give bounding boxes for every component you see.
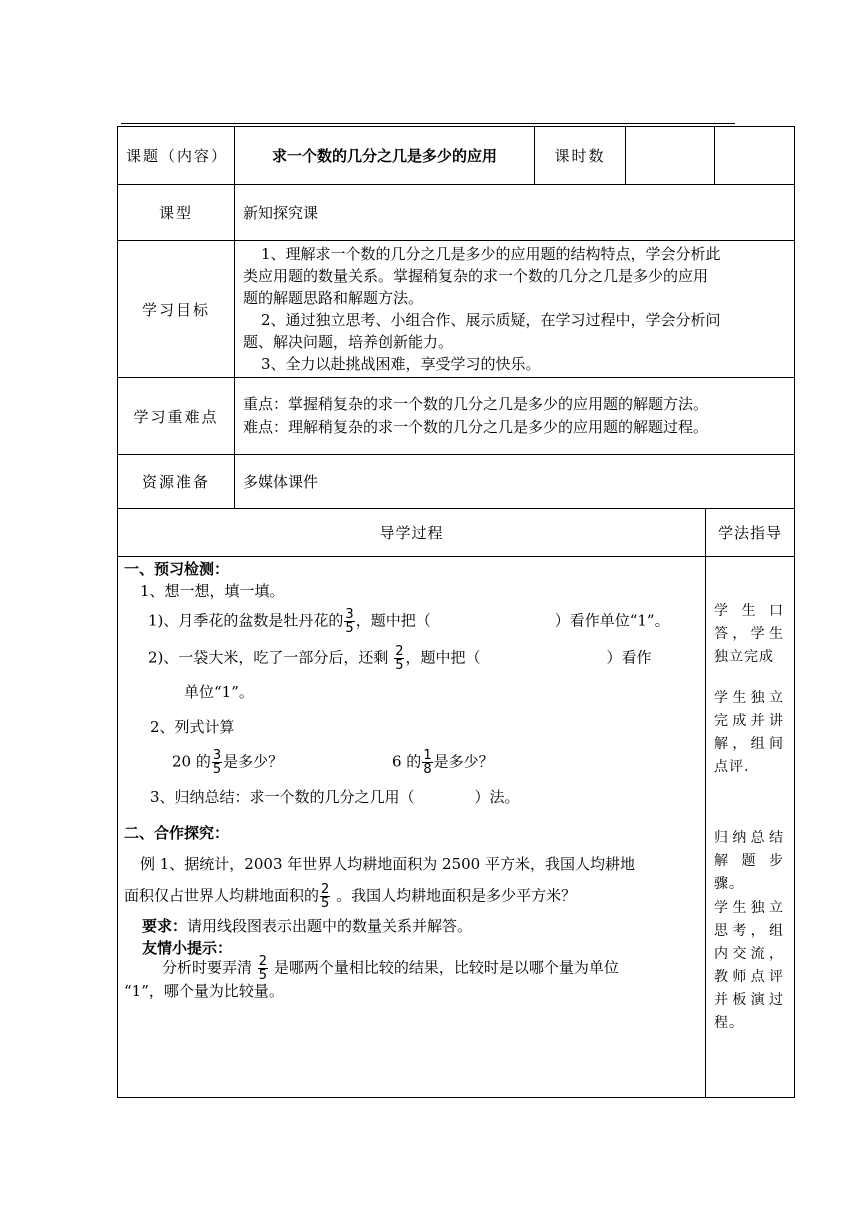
calc-2: 6 的 $\frac{1}{8}$ 是多少？ — [392, 748, 494, 777]
key-points-label: 学习重难点 — [118, 378, 235, 455]
requirement: 要求：请用线段图表示出题中的数量关系并解答。 — [142, 917, 473, 935]
example-line-2: 面积仅占世界人均耕地面积的 $\frac{2}{5}$ 。我国人均耕地面积是多少平方米？ — [124, 882, 577, 911]
fraction-2-5: $\frac{2}{5}$ — [395, 644, 404, 673]
process-header: 导学过程 — [118, 509, 706, 557]
guide-note: 归纳总结解 题 步骤。 — [714, 830, 784, 892]
resource-value: 多媒体课件 — [235, 455, 795, 509]
question-3: 3、归纳总结：求一个数的几分之几用（ ）法。 — [150, 788, 520, 806]
goal-line: 题的解题思路和解题方法。 — [243, 289, 424, 307]
section-title-explore: 二、合作探究： — [124, 824, 230, 842]
key-point: 难点：理解稍复杂的求一个数的几分之几是多少的应用题的解题过程。 — [243, 418, 709, 436]
guide-note: 学生独立完成并讲解，组间点评. — [714, 690, 784, 775]
question-2: 2、列式计算 — [150, 718, 235, 736]
q1-2-text-c: ）看作 — [606, 648, 652, 667]
fraction-2-5: $\frac{2}{5}$ — [321, 882, 330, 911]
goal-line: 1、理解求一个数的几分之几是多少的应用题的结构特点，学会分析此 — [261, 245, 721, 263]
guide-note: 学 生 口答，学生独立完成 — [714, 603, 784, 665]
section-title-preview: 一、预习检测： — [124, 560, 230, 578]
goal-line: 题、解决问题，培养创新能力。 — [243, 333, 454, 351]
goal-line: 类应用题的数量关系。掌握稍复杂的求一个数的几分之几是多少的应用 — [243, 267, 709, 285]
question-1-1 — [148, 608, 670, 635]
example-line-1: 例 1、据统计，2003 年世界人均耕地面积为 2500 平方米，我国人均耕地 — [140, 855, 635, 873]
guide-header: 学法指导 — [706, 509, 795, 557]
goals-label: 学习目标 — [118, 241, 235, 378]
fraction-3-5: $\frac{3}{5}$ — [345, 607, 354, 636]
type-value: 新知探究课 — [235, 185, 795, 241]
hours-value — [626, 127, 715, 185]
type-label: 课型 — [118, 185, 235, 241]
goal-line: 3、全力以赴挑战困难，享受学习的快乐。 — [261, 355, 541, 373]
key-points-content — [235, 378, 795, 455]
question-1: 1、想一想，填一填。 — [140, 582, 285, 600]
question-1-2-cont: 单位“1”。 — [184, 683, 254, 701]
calc-1: 20 的 $\frac{3}{5}$ 是多少？ — [172, 748, 284, 777]
header-rule — [121, 123, 735, 124]
goal-line: 2、通过独立思考、小组合作、展示质疑，在学习过程中，学会分析问 — [261, 311, 721, 329]
hours-label: 课时数 — [535, 127, 626, 185]
tip-line-2: “1”，哪个量为比较量。 — [124, 982, 284, 1000]
q1-1-text-b: ，题中把（ — [355, 611, 431, 630]
guide-note: 学生独立思考，组内交流，教师点评并板演过程。 — [714, 900, 784, 1031]
guided-learning-table — [117, 508, 795, 1098]
key-point: 重点：掌握稍复杂的求一个数的几分之几是多少的应用题的解题方法。 — [243, 395, 709, 413]
tip-line-1: 分析时要弄清 $\frac{2}{5}$ 是哪两个量相比较的结果，比较时是以哪个量为单位 — [162, 954, 619, 983]
fraction-1-8: $\frac{1}{8}$ — [423, 748, 432, 777]
topic-label: 课题（内容） — [118, 127, 235, 185]
hours-extra — [715, 127, 795, 185]
q1-2-text: 2)、一袋大米，吃了一部分后，还剩 — [148, 648, 389, 667]
process-content — [118, 557, 706, 1098]
q1-1-text-c: ）看作单位“1”。 — [554, 611, 670, 630]
question-1-2 — [148, 645, 652, 672]
lesson-meta-table — [117, 126, 795, 509]
q1-1-text: 1)、月季花的盆数是牡丹花的 — [148, 611, 344, 630]
q1-2-text-b: ，题中把（ — [405, 648, 481, 667]
guide-content — [706, 557, 795, 1098]
fraction-3-5: $\frac{3}{5}$ — [212, 748, 222, 777]
topic-value: 求一个数的几分之几是多少的应用 — [235, 127, 535, 185]
fraction-2-5: $\frac{2}{5}$ — [258, 954, 268, 983]
tip-label: 友情小提示： — [142, 939, 233, 957]
resource-label: 资源准备 — [118, 455, 235, 509]
goals-content — [235, 241, 795, 378]
